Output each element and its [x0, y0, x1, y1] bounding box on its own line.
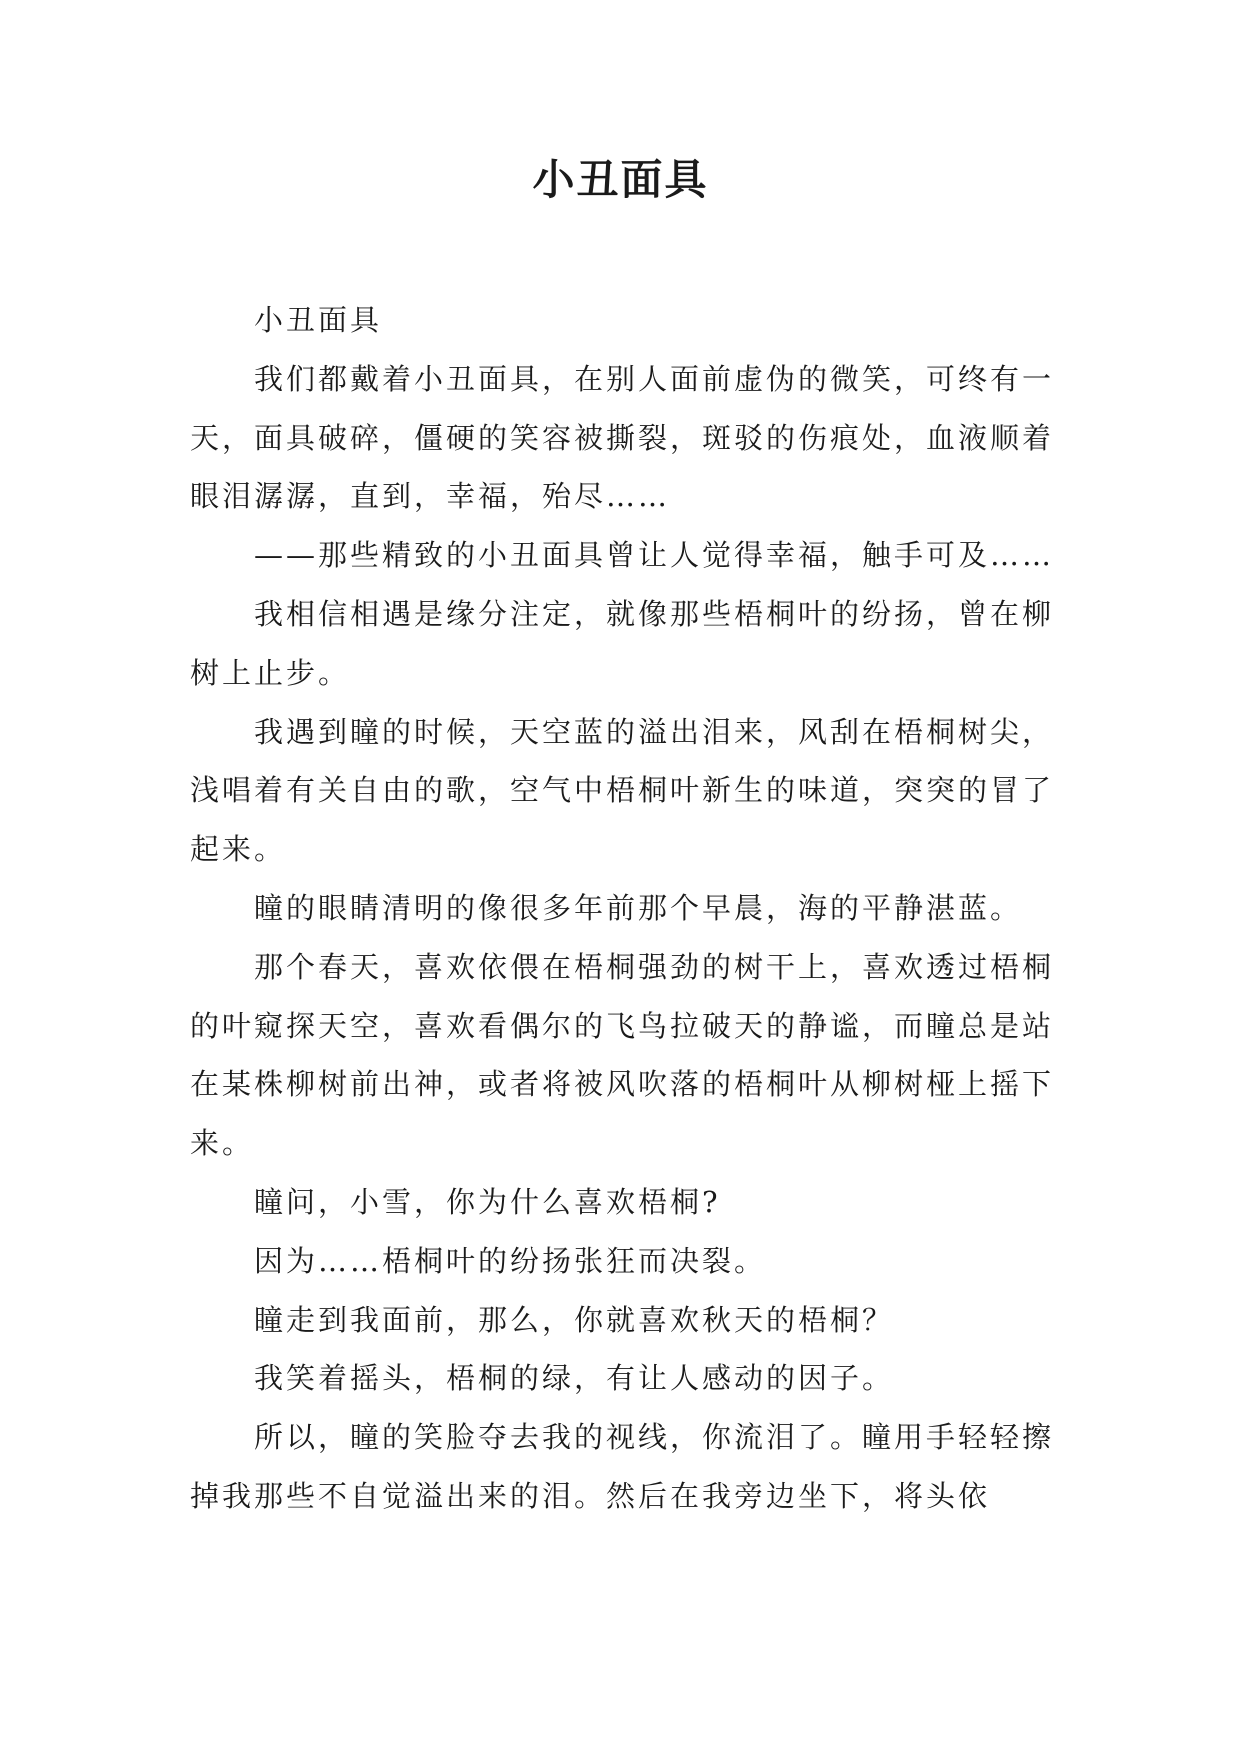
document-body: [190, 291, 1054, 1526]
paragraph: 那个春天，喜欢依偎在梧桐强劲的树干上，喜欢透过梧桐的叶窥探天空，喜欢看偶尔的飞鸟拉破天的静谧，而瞳总是站在某株柳树前出神，或者将被风吹落的梧桐叶从柳树桠上摇下来。: [190, 949, 1055, 1161]
paragraph: 我们都戴着小丑面具，在别人面前虚伪的微笑，可终有一天，面具破碎，僵硬的笑容被撕裂，斑驳的伤痕处，血液顺着眼泪潺潺，直到，幸福，殆尽……: [190, 361, 1055, 514]
paragraph: 我遇到瞳的时候，天空蓝的溢出泪来，风刮在梧桐树尖，浅唱着有关自由的歌，空气中梧桐叶新生的味道，突突的冒了起来。: [190, 714, 1055, 867]
paragraph: 瞳的眼睛清明的像很多年前那个早晨，海的平静湛蓝。: [254, 890, 1023, 925]
paragraph: ——那些精致的小丑面具曾让人觉得幸福，触手可及……: [254, 538, 1055, 573]
paragraph: 我笑着摇头，梧桐的绿，有让人感动的因子。: [254, 1361, 895, 1396]
paragraph: 因为……梧桐叶的纷扬张狂而决裂。: [254, 1243, 767, 1278]
paragraph: 瞳问，小雪，你为什么喜欢梧桐?: [254, 1184, 721, 1219]
paragraph: 我相信相遇是缘分注定，就像那些梧桐叶的纷扬，曾在柳树上止步。: [190, 596, 1055, 690]
document-title: 小丑面具: [532, 155, 709, 204]
paragraph: 所以，瞳的笑脸夺去我的视线，你流泪了。瞳用手轻轻擦掉我那些不自觉溢出来的泪。然后在我旁边坐下，将头依: [190, 1420, 1055, 1513]
paragraph: 瞳走到我面前，那么，你就喜欢秋天的梧桐？: [254, 1302, 895, 1337]
paragraph-subtitle: 小丑面具: [254, 303, 383, 337]
